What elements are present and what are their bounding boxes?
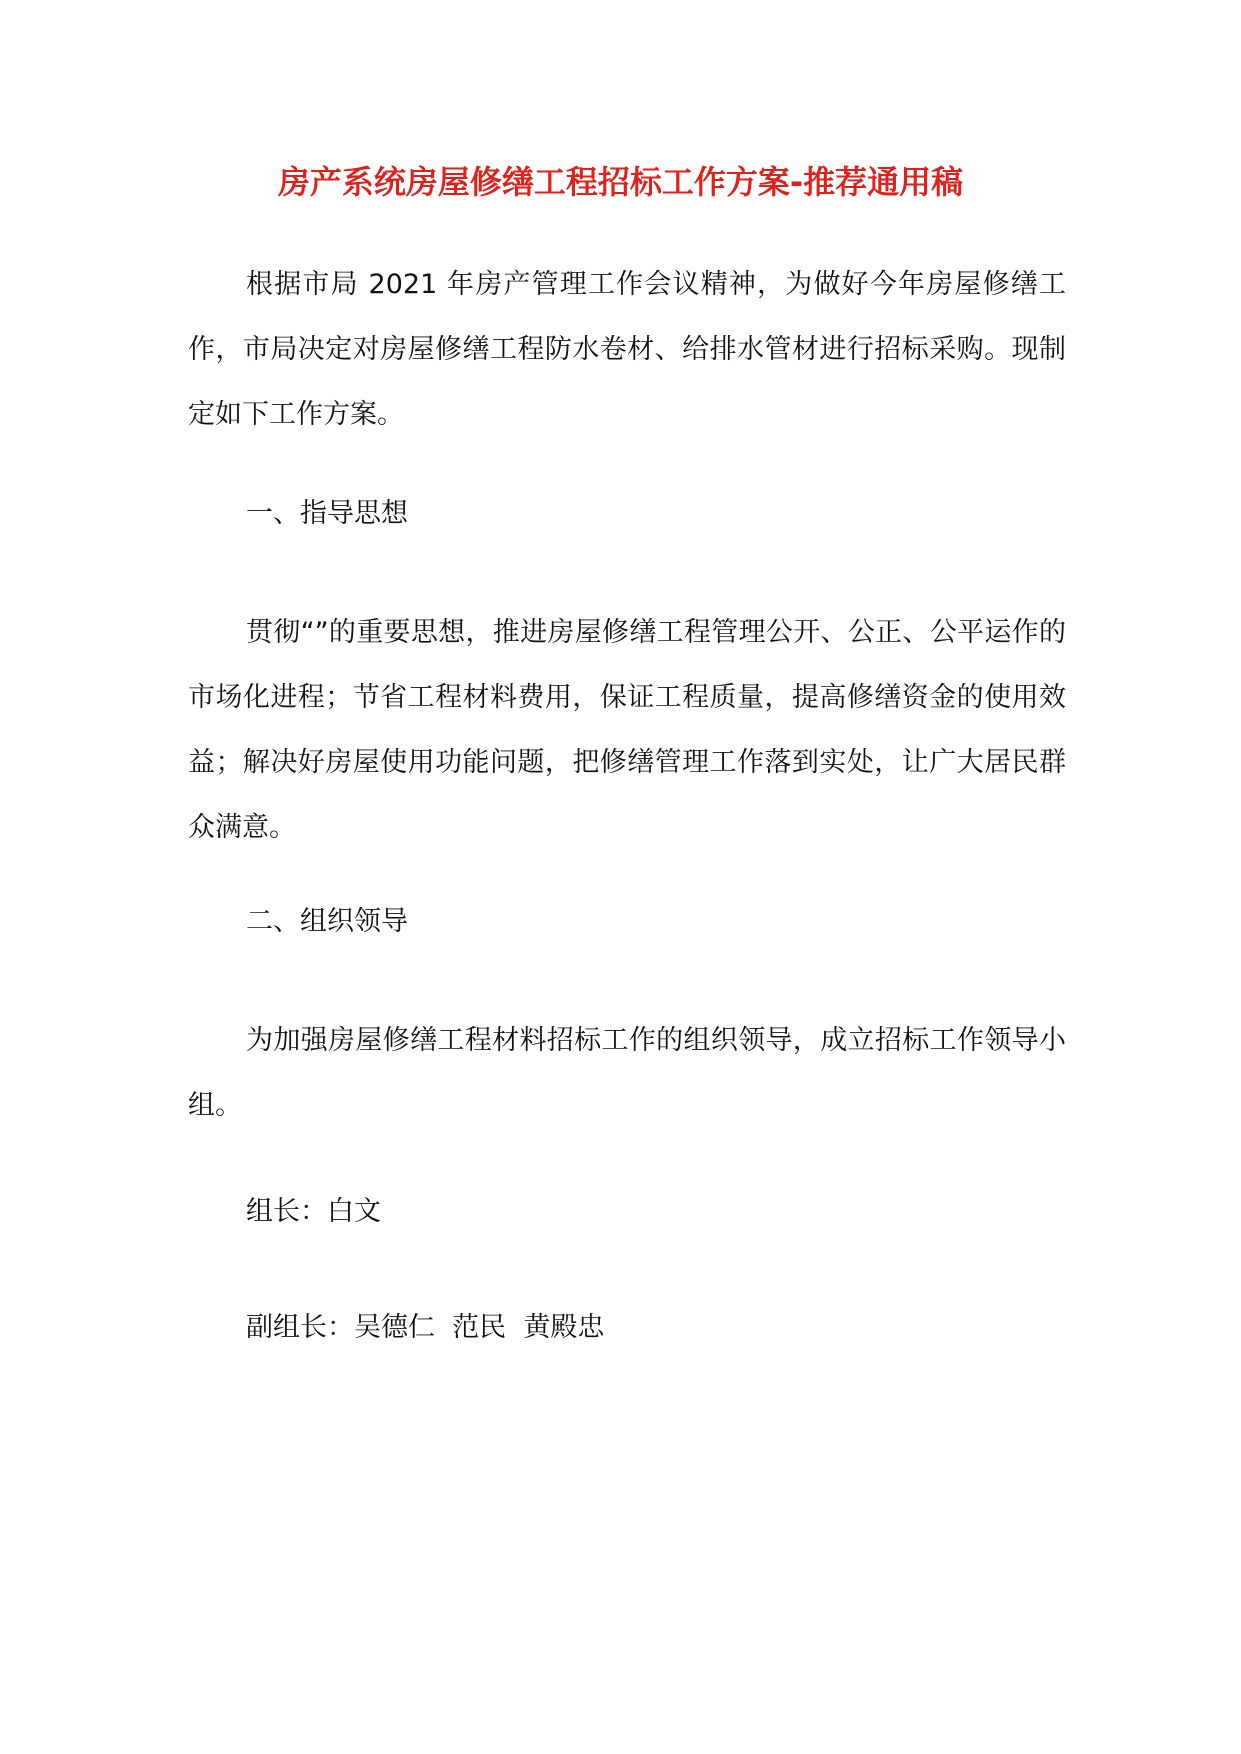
document-title: 房产系统房屋修缮工程招标工作方案-推荐通用稿 bbox=[277, 163, 964, 201]
guiding-thought-paragraph: 贯彻“”的重要思想，推进房屋修缮工程管理公开、公正、公平运作的市场化进程；节省工程材料费用，保证工程质量，提高修缮资金的使用效益；解决好房屋使用功能问题，把修缮管理工作落到实处，让广大居民群众满意。 bbox=[188, 617, 1066, 843]
deputy-leaders-line: 副组长：吴德仁 范民 黄殿忠 bbox=[246, 1312, 605, 1343]
section-heading-guiding-thought: 一、指导思想 bbox=[246, 498, 408, 529]
group-leader-line: 组长：白文 bbox=[246, 1196, 381, 1227]
intro-paragraph: 根据市局 2021 年房产管理工作会议精神，为做好今年房屋修缮工作，市局决定对房屋修缮工程防水卷材、给排水管材进行招标采购。现制定如下工作方案。 bbox=[188, 269, 1066, 430]
section-heading-organization: 二、组织领导 bbox=[246, 906, 408, 937]
organization-paragraph: 为加强房屋修缮工程材料招标工作的组织领导，成立招标工作领导小组。 bbox=[188, 1025, 1066, 1121]
